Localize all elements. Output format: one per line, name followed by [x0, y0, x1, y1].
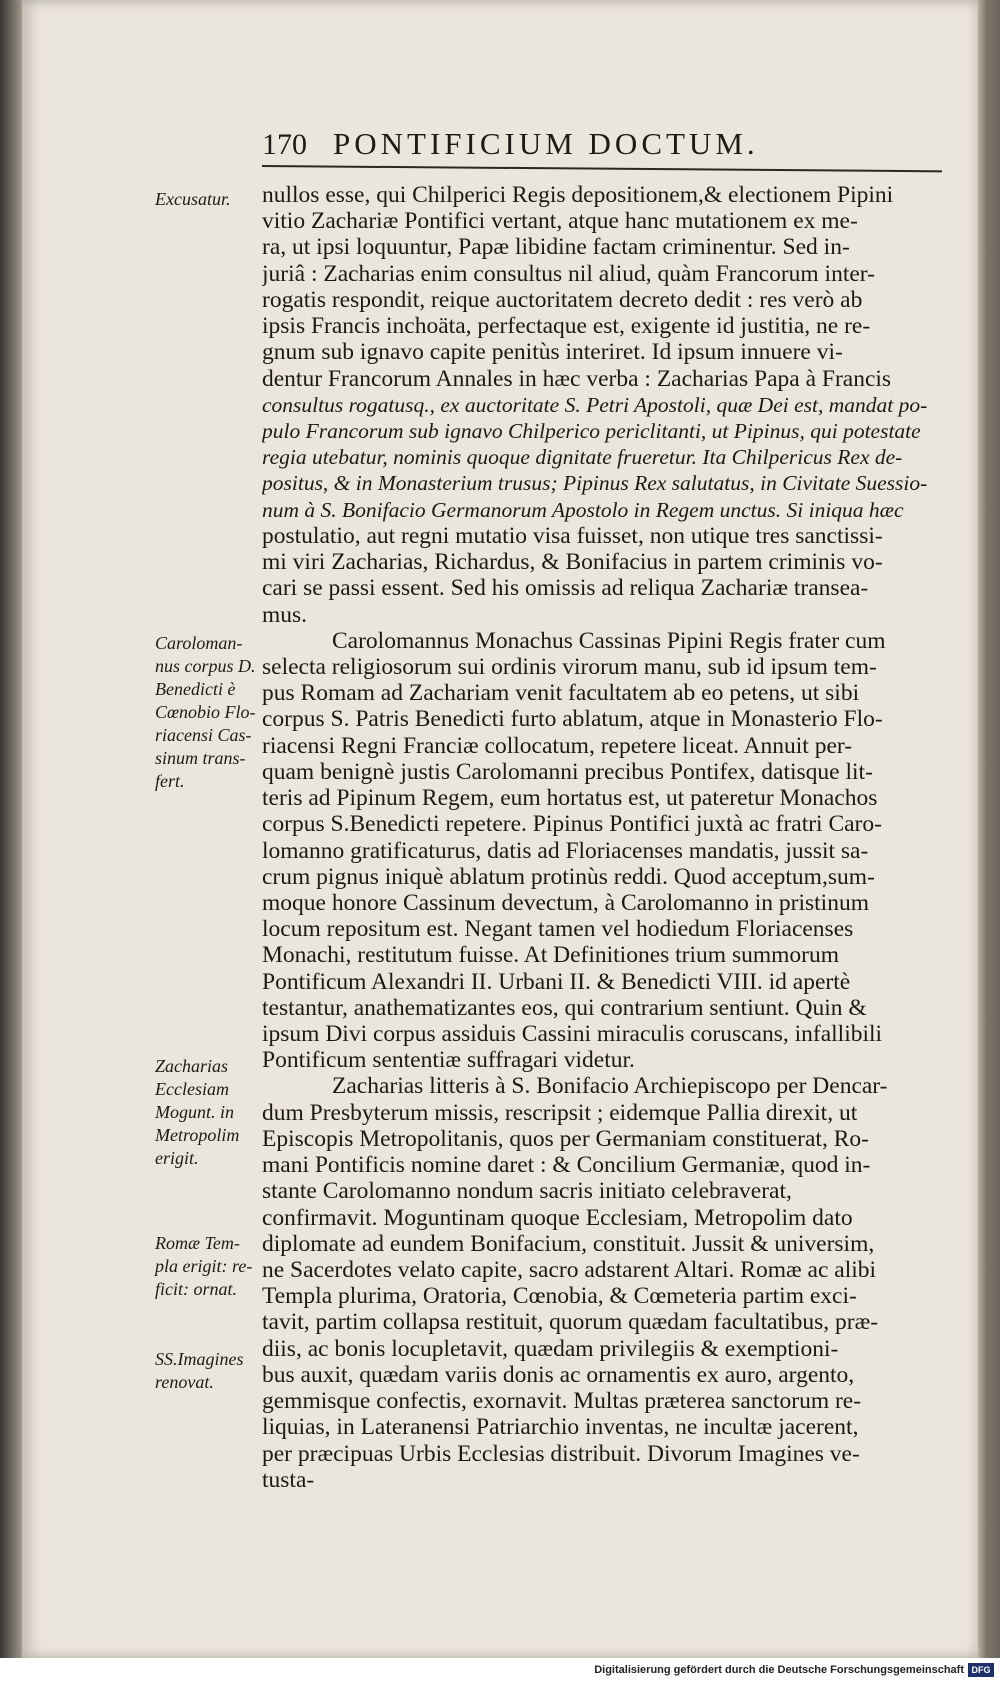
text-line: pus Romam ad Zachariam venit facultatem ab eo petens, ut sibi: [262, 680, 860, 706]
text-line: quam benignè justis Carolomanni precibus Pontifex, datisque lit-: [262, 759, 873, 785]
text-line: Pontificum sententiæ suffragari videtur.: [262, 1047, 635, 1073]
text-line: Templa plurima, Oratoria, Cœnobia, & Cœmeteria partim exci-: [262, 1283, 857, 1309]
running-head: [262, 126, 902, 170]
margin-note: Excusatur.: [155, 189, 231, 209]
text-line: corpus S. Patris Benedicti furto ablatum, atque in Monasterio Flo-: [262, 706, 883, 732]
text-line: juriâ : Zacharias enim consultus nil aliud, quàm Francorum inter-: [262, 261, 875, 287]
text-line: ra, ut ipsi loquuntur, Papæ libidine factam criminentur. Sed in-: [262, 234, 850, 260]
text-line: num à S. Bonifacio Germanorum Apostolo in Regem unctus. Si iniqua hæc: [262, 498, 904, 522]
text-line: liquias, in Lateranensi Patriarchio inventas, ne incultæ jacerent,: [262, 1414, 859, 1440]
text-line: testantur, anathematizantes eos, qui contrarium sentiunt. Quin &: [262, 995, 867, 1021]
margin-note: Zacharias Ecclesiam Mogunt. in Metropolim erigit.: [155, 1056, 240, 1168]
text-line: diplomate ad eundem Bonifacium, constituit. Jussit & universim,: [262, 1231, 875, 1257]
funding-credit: Digitalisierung gefördert durch die Deutsche Forschungsgemeinschaft: [594, 1664, 964, 1676]
text-line: diis, ac bonis locupletavit, quædam privilegiis & exemptioni-: [262, 1336, 839, 1362]
running-title: PONTIFICIUM DOCTUM.: [333, 126, 759, 161]
text-line: teris ad Pipinum Regem, eum hortatus est, ut pateretur Monachos: [262, 785, 878, 811]
text-line: riacensi Regni Franciæ collocatum, repetere liceat. Annuit per-: [262, 733, 853, 759]
text-line: tusta-: [262, 1467, 315, 1493]
margin-note: Romæ Tem- pla erigit: re- ficit: ornat.: [155, 1233, 253, 1299]
text-line: per præcipuas Urbis Ecclesias distribuit. Divorum Imagines ve-: [262, 1441, 860, 1467]
text-line: Zacharias litteris à S. Bonifacio Archiepiscopo per Dencar-: [332, 1073, 888, 1099]
text-line: stante Carolomanno nondum sacris initiato celebraverat,: [262, 1178, 792, 1204]
text-line: lomanno gratificaturus, datis ad Floriacenses mandatis, jussit sa-: [262, 838, 869, 864]
margin-note: Caroloman- nus corpus D. Benedicti è Cœnobio Flo- riacensi Cas- sinum trans- fert.: [155, 633, 256, 791]
dfg-logo: DFG: [968, 1663, 994, 1677]
text-line: ipsum Divi corpus assiduis Cassini miraculis coruscans, infallibili: [262, 1021, 883, 1047]
text-line: Monachi, restitutum fuisse. At Definitiones trium summorum: [262, 942, 840, 968]
text-line: corpus S.Benedicti repetere. Pipinus Pontifici juxtà ac fratri Caro-: [262, 811, 882, 837]
page-number: 170: [262, 128, 307, 161]
text-line: crum pignus iniquè ablatum protinùs reddi. Quod acceptum,sum-: [262, 864, 875, 890]
text-line: dentur Francorum Annales in hæc verba : Zacharias Papa à Francis: [262, 366, 892, 392]
text-line: mus.: [262, 602, 308, 628]
text-line: locum repositum est. Negant tamen vel hodiedum Floriacenses: [262, 916, 854, 942]
text-line: mani Pontificis nomine daret : & Concilium Germaniæ, quod in-: [262, 1152, 871, 1178]
text-line: positus, & in Monasterium trusus; Pipinus Rex salutatus, in Civitate Suessio-: [262, 471, 928, 495]
text-line: gemmisque confectis, exornavit. Multas præterea sanctorum re-: [262, 1388, 862, 1414]
text-line: rogatis respondit, reique auctoritatem decreto dedit : res verò ab: [262, 287, 863, 313]
text-line: regia utebatur, nominis quoque dignitate frueretur. Ita Chilpericus Rex de-: [262, 445, 903, 469]
page-edge-shadow: [978, 0, 1000, 1658]
text-line: consultus rogatusq., ex auctoritate S. Petri Apostoli, quæ Dei est, mandat po-: [262, 393, 928, 417]
text-line: Carolomannus Monachus Cassinas Pipini Regis frater cum: [332, 628, 886, 654]
text-line: ipsis Francis inchoäta, perfectaque est, exigente id justitia, ne re-: [262, 313, 871, 339]
text-line: Pontificum Alexandri II. Urbani II. & Benedicti VIII. id apertè: [262, 969, 851, 995]
text-line: selecta religiosorum sui ordinis virorum manu, sub id ipsum tem-: [262, 654, 877, 680]
text-line: cari se passi essent. Sed his omissis ad reliqua Zachariæ transea-: [262, 575, 869, 601]
text-line: bus auxit, quædam variis donis ac ornamentis ex auro, argento,: [262, 1362, 855, 1388]
text-line: gnum sub ignavo capite penitùs interiret. Id ipsum innuere vi-: [262, 339, 843, 365]
text-line: vitio Zachariæ Pontifici vertant, atque hanc mutationem ex me-: [262, 208, 858, 234]
text-line: Episcopis Metropolitanis, quos per Germaniam constituerat, Ro-: [262, 1126, 869, 1152]
text-line: pulo Francorum sub ignavo Chilperico periclitanti, ut Pipinus, qui potestate: [262, 419, 921, 443]
text-line: moque honore Cassinum devectum, à Carolomanno in pristinum: [262, 890, 869, 916]
text-line: tavit, partim collapsa restituit, quorum quædam facultatibus, præ-: [262, 1309, 879, 1335]
text-line: ne Sacerdotes velato capite, sacro adstarent Altari. Romæ ac alibi: [262, 1257, 877, 1283]
margin-note: SS.Imagines renovat.: [155, 1349, 244, 1392]
text-line: dum Presbyterum missis, rescripsit ; eidemque Pallia direxit, ut: [262, 1100, 858, 1126]
text-line: nullos esse, qui Chilperici Regis depositionem,& electionem Pipini: [262, 182, 894, 208]
text-line: mi viri Zacharias, Richardus, & Bonifacius in partem criminis vo-: [262, 549, 883, 575]
text-line: postulatio, aut regni mutatio visa fuisset, non utique tres sanctissi-: [262, 523, 883, 549]
text-line: confirmavit. Moguntinam quoque Ecclesiam, Metropolim dato: [262, 1205, 853, 1231]
